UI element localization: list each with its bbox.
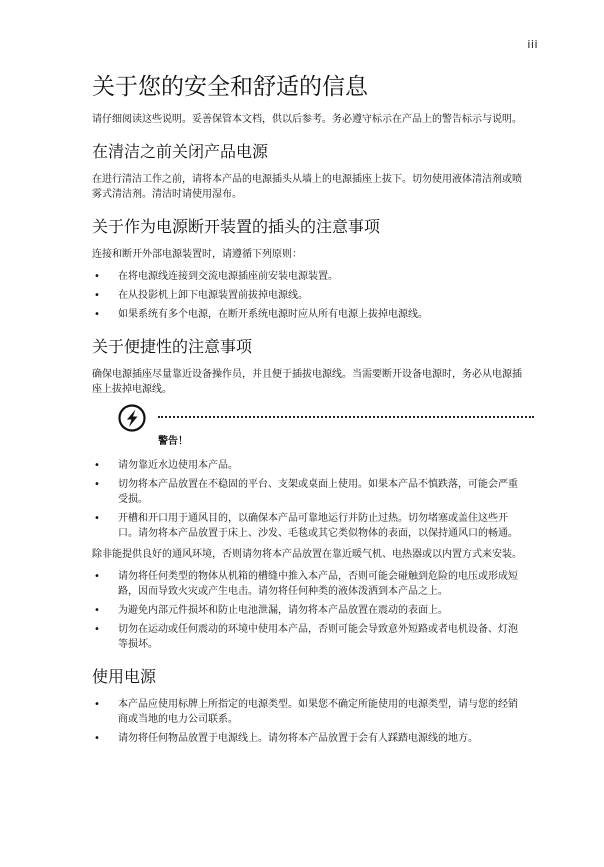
- section-heading-power: 使用电源: [92, 667, 157, 686]
- list-item: • 如果系统有多个电源，在断开系统电源时应从所有电源上拔掉电源线。: [94, 309, 428, 320]
- bullet-icon: •: [94, 271, 100, 282]
- list-item: • 请勿靠近水边使用本产品。: [94, 460, 238, 471]
- section-paragraph-accessibility: 确保电源插座尽量靠近设备操作员，并且便于插拔电源线。当需要断开设备电源时，务必从电源插座上拔掉电源线。: [92, 369, 522, 395]
- bullet-icon: •: [94, 290, 100, 301]
- list-item: • 在从投影机上卸下电源装置前拔掉电源线。: [94, 290, 308, 301]
- lightning-bolt-icon: [118, 404, 146, 432]
- warning-box: [92, 404, 524, 448]
- section-heading-plug: 关于作为电源断开装置的插头的注意事项: [92, 217, 381, 236]
- section-paragraph-plug: 连接和断开外部电源装置时，请遵循下列原则：: [92, 249, 302, 260]
- section-heading-cleaning: 在清洁之前关闭产品电源: [92, 142, 269, 161]
- bullet-icon: •: [94, 571, 100, 582]
- bullet-icon: •: [94, 733, 100, 744]
- section-paragraph-cleaning: 在进行清洁工作之前，请将本产品的电源插头从墙上的电源插座上拔下。切勿使用液体清洁剂或喷雾式清洁剂。清洁时请使用湿布。: [92, 174, 522, 200]
- page-title: 关于您的安全和舒适的信息: [92, 74, 368, 100]
- power-list: [92, 697, 524, 746]
- bullet-icon: •: [94, 699, 100, 710]
- bullet-icon: •: [94, 624, 100, 635]
- warning-divider: [158, 416, 534, 418]
- list-item: • 本产品应使用标牌上所指定的电源类型。如果您不确定所能使用的电源类型，请与您的经销商或当地的电力公司联系。: [94, 699, 518, 725]
- list-item: • 请勿将任何物品放置于电源线上。请勿将本产品放置于会有人踩踏电源线的地方。: [94, 733, 478, 744]
- intro-paragraph: 请仔细阅读这些说明。妥善保管本文档，供以后参考。务必遵守标示在产品上的警告标示与说明。: [92, 114, 522, 125]
- section-heading-accessibility: 关于便捷性的注意事项: [92, 337, 253, 356]
- bullet-icon: •: [94, 479, 100, 490]
- bullet-icon: •: [94, 513, 100, 524]
- page-number: iii: [527, 38, 538, 51]
- list-item: • 切勿将本产品放置在不稳固的平台、支架或桌面上使用。如果本产品不慎跌落，可能会严重受损。: [94, 479, 518, 505]
- list-item: • 开槽和开口用于通风目的，以确保本产品可靠地运行并防止过热。切勿堵塞或盖住这些开口。请勿将本产品放置于床上、沙发、毛毯或其它类似物体的表面，以保持通风口的畅通。: [94, 513, 518, 539]
- caution-list: [92, 569, 524, 652]
- warning-list: [92, 458, 524, 541]
- bullet-icon: •: [94, 460, 100, 471]
- list-item: • 在将电源线连接到交流电源插座前安装电源装置。: [94, 271, 338, 282]
- list-item: • 为避免内部元件损坏和防止电池泄漏，请勿将本产品放置在震动的表面上。: [94, 605, 448, 616]
- plug-list: [92, 269, 524, 322]
- page-content: [92, 72, 524, 752]
- bullet-icon: •: [94, 309, 100, 320]
- list-item: • 请勿将任何类型的物体从机箱的槽缝中推入本产品，否则可能会碰触到危险的电压或形成短路，因而导致火灾或产生电击。请勿将任何种类的液体泼洒到本产品之上。: [94, 571, 518, 597]
- warning-label: 警告！: [158, 436, 188, 447]
- bullet-icon: •: [94, 605, 100, 616]
- list-item: • 切勿在运动或任何震动的环境中使用本产品，否则可能会导致意外短路或者电机设备、灯泡等损坏。: [94, 624, 518, 650]
- ventilation-paragraph: 除非能提供良好的通风环境，否则请勿将本产品放置在靠近暖气机、电热器或以内置方式来安装。: [92, 549, 522, 560]
